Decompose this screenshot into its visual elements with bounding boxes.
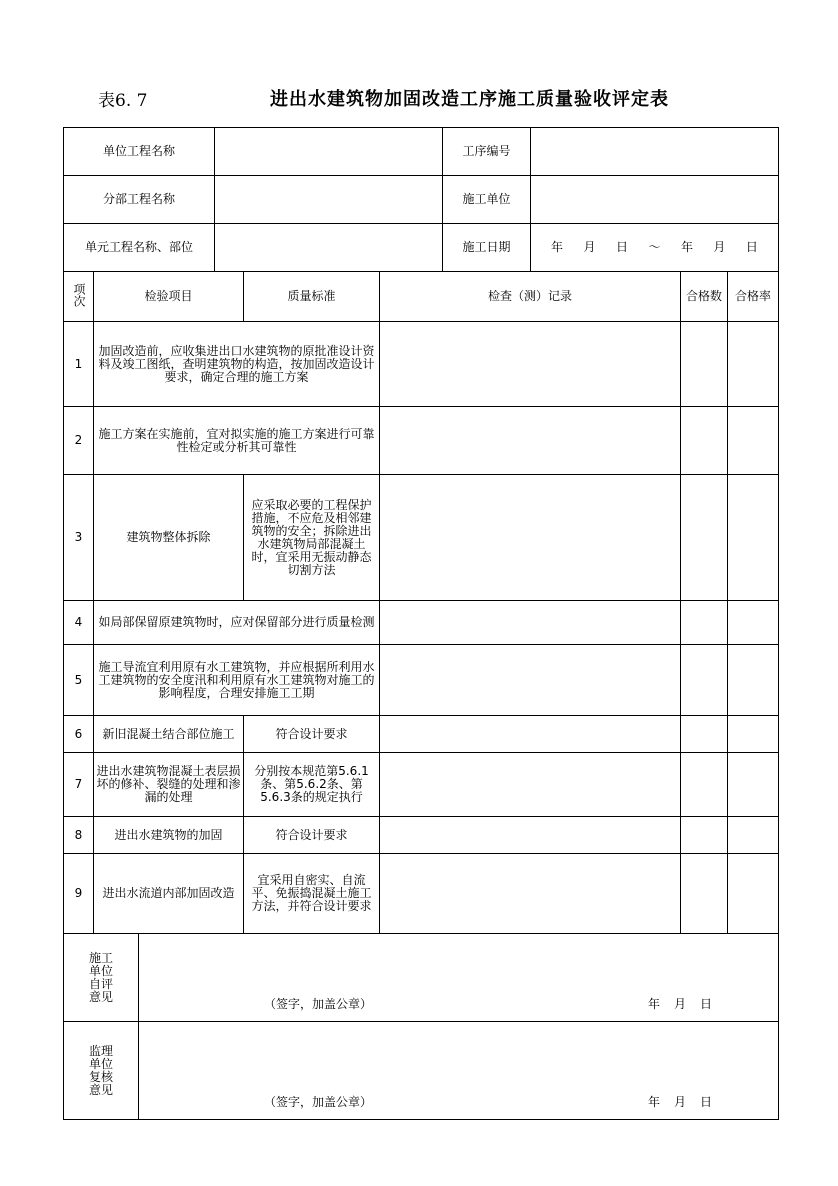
row-no: 8 <box>64 817 94 854</box>
opinion-date: 年 月 日 <box>647 1095 713 1109</box>
table-row <box>64 645 779 716</box>
pass-rate-cell[interactable] <box>728 601 779 645</box>
contractor-opinion-row <box>64 934 779 1022</box>
pass-count-cell[interactable] <box>681 322 728 407</box>
record-cell[interactable] <box>380 475 681 601</box>
element-field[interactable] <box>215 224 443 272</box>
row-no: 4 <box>64 601 94 645</box>
table-number: 表6. 7 <box>98 91 148 111</box>
sub-project-label: 分部工程名称 <box>64 176 215 224</box>
col-header-item: 检验项目 <box>94 272 244 322</box>
contractor-label: 施工单位 <box>443 176 531 224</box>
record-cell[interactable] <box>380 854 681 934</box>
record-cell[interactable] <box>380 322 681 407</box>
sub-project-field[interactable] <box>215 176 443 224</box>
table-row <box>64 817 779 854</box>
element-label: 单元工程名称、部位 <box>64 224 215 272</box>
date-field[interactable] <box>531 224 779 272</box>
row-standard: 应采取必要的工程保护措施，不应危及相邻建筑物的安全；拆除进出水建筑物局部混凝土时，宜采用无振动静态切割方法 <box>244 475 380 601</box>
col-header-pass-rate: 合格率 <box>728 272 779 322</box>
row-merged-text: 施工导流宜利用原有水工建筑物，并应根据所利用水工建筑物的安全度汛和利用原有水工建筑物对施工的影响程度，合理安排施工工期 <box>94 645 380 716</box>
contractor-opinion-field[interactable] <box>139 934 779 1022</box>
pass-rate-cell[interactable] <box>728 322 779 407</box>
row-merged-text: 加固改造前，应收集进出口水建筑物的原批准设计资料及竣工图纸，查明建筑物的构造，按加固改造设计要求，确定合理的施工方案 <box>94 322 380 407</box>
signature-note: （签字，加盖公章） <box>264 1095 373 1109</box>
row-item: 新旧混凝土结合部位施工 <box>94 716 244 753</box>
contractor-field[interactable] <box>531 176 779 224</box>
unit-project-label: 单位工程名称 <box>64 128 215 176</box>
table-row <box>64 407 779 475</box>
pass-rate-cell[interactable] <box>728 407 779 475</box>
info-table <box>63 127 779 272</box>
date-part: ～ <box>648 240 661 254</box>
pass-rate-cell[interactable] <box>728 854 779 934</box>
date-part: 年 <box>680 240 693 254</box>
contractor-opinion-label: 施工单位自评意见 <box>64 934 139 1022</box>
pass-rate-cell[interactable] <box>728 716 779 753</box>
row-standard: 宜采用自密实、自流平、免振捣混凝土施工方法，并符合设计要求 <box>244 854 380 934</box>
row-no: 1 <box>64 322 94 407</box>
table-row <box>64 601 779 645</box>
row-no: 9 <box>64 854 94 934</box>
pass-count-cell[interactable] <box>681 854 728 934</box>
signature-note: （签字，加盖公章） <box>264 997 373 1011</box>
row-no: 3 <box>64 475 94 601</box>
row-item: 建筑物整体拆除 <box>94 475 244 601</box>
row-standard: 符合设计要求 <box>244 817 380 854</box>
pass-count-cell[interactable] <box>681 645 728 716</box>
col-header-no: 项次 <box>64 272 94 322</box>
row-no: 6 <box>64 716 94 753</box>
col-header-pass-count: 合格数 <box>681 272 728 322</box>
pass-count-cell[interactable] <box>681 753 728 817</box>
date-part: 年 <box>551 240 564 254</box>
pass-rate-cell[interactable] <box>728 645 779 716</box>
pass-count-cell[interactable] <box>681 601 728 645</box>
record-cell[interactable] <box>380 407 681 475</box>
pass-count-cell[interactable] <box>681 475 728 601</box>
pass-count-cell[interactable] <box>681 716 728 753</box>
unit-project-field[interactable] <box>215 128 443 176</box>
opinion-date: 年 月 日 <box>647 997 713 1011</box>
table-row <box>64 753 779 817</box>
row-item: 进出水建筑物混凝土表层损坏的修补、裂缝的处理和渗漏的处理 <box>94 753 244 817</box>
supervisor-opinion-label: 监理单位复核意见 <box>64 1022 139 1120</box>
table-row <box>64 716 779 753</box>
table-row <box>64 475 779 601</box>
record-cell[interactable] <box>380 645 681 716</box>
pass-count-cell[interactable] <box>681 817 728 854</box>
row-item: 进出水建筑物的加固 <box>94 817 244 854</box>
date-part: 日 <box>615 240 628 254</box>
row-no: 7 <box>64 753 94 817</box>
inspection-table <box>63 271 779 1120</box>
pass-rate-cell[interactable] <box>728 753 779 817</box>
page-title: 进出水建筑物加固改造工序施工质量验收评定表 <box>270 89 669 110</box>
pass-rate-cell[interactable] <box>728 475 779 601</box>
record-cell[interactable] <box>380 753 681 817</box>
row-no: 2 <box>64 407 94 475</box>
date-label: 施工日期 <box>443 224 531 272</box>
record-cell[interactable] <box>380 817 681 854</box>
pass-rate-cell[interactable] <box>728 817 779 854</box>
row-standard: 符合设计要求 <box>244 716 380 753</box>
pass-count-cell[interactable] <box>681 407 728 475</box>
supervisor-opinion-field[interactable] <box>139 1022 779 1120</box>
table-row <box>64 854 779 934</box>
row-standard: 分别按本规范第5.6.1条、第5.6.2条、第5.6.3条的规定执行 <box>244 753 380 817</box>
row-merged-text: 如局部保留原建筑物时，应对保留部分进行质量检测 <box>94 601 380 645</box>
process-no-field[interactable] <box>531 128 779 176</box>
record-cell[interactable] <box>380 716 681 753</box>
row-item: 进出水流道内部加固改造 <box>94 854 244 934</box>
date-part: 日 <box>745 240 758 254</box>
supervisor-opinion-row <box>64 1022 779 1120</box>
date-part: 月 <box>583 240 596 254</box>
record-cell[interactable] <box>380 601 681 645</box>
process-no-label: 工序编号 <box>443 128 531 176</box>
col-header-standard: 质量标准 <box>244 272 380 322</box>
row-no: 5 <box>64 645 94 716</box>
table-row <box>64 322 779 407</box>
row-merged-text: 施工方案在实施前，宜对拟实施的施工方案进行可靠性检定或分析其可靠性 <box>94 407 380 475</box>
date-part: 月 <box>713 240 726 254</box>
col-header-record: 检查（测）记录 <box>380 272 681 322</box>
